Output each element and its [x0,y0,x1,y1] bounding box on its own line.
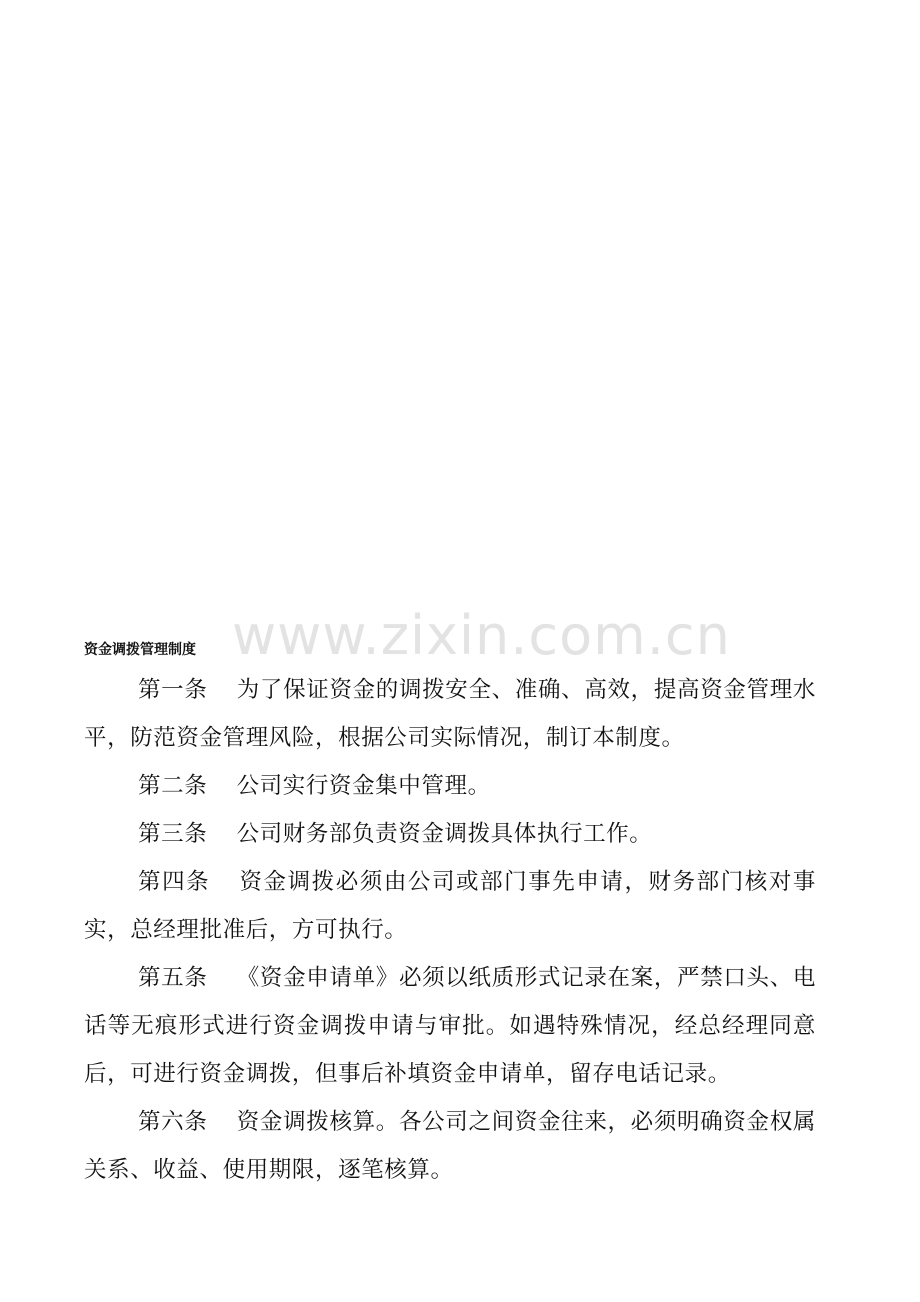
watermark: www.zixin.com.cn [232,604,731,667]
article-number: 第二条 [138,773,208,799]
article-number: 第五条 [138,965,208,991]
article-number: 第六条 [138,1109,208,1135]
article-6 [84,1098,816,1194]
article-1 [84,666,816,762]
article-text: 公司财务部负责资金调拨具体执行工作。 [236,821,653,847]
article-5 [84,954,816,1098]
article-3 [84,810,816,858]
article-2 [84,762,816,810]
article-number: 第一条 [138,677,208,703]
document-title: 资金调拨管理制度 [84,642,196,658]
article-text: 公司实行资金集中管理。 [236,773,491,799]
article-text: 资金调拨必须由公司或部门事先申请，财务部门核对事实，总经理批准后，方可执行。 [84,869,816,943]
article-text: 《资金申请单》必须以纸质形式记录在案，严禁口头、电话等无痕形式进行资金调拨申请与审批。如遇特殊情况，经总经理同意后，可进行资金调拨，但事后补填资金申请单，留存电话记录。 [84,965,816,1087]
article-text: 资金调拨核算。各公司之间资金往来，必须明确资金权属关系、收益、使用期限，逐笔核算。 [84,1109,816,1183]
article-list [84,666,816,1194]
article-number: 第四条 [138,869,211,895]
article-number: 第三条 [138,821,208,847]
article-text: 为了保证资金的调拨安全、准确、高效，提高资金管理水平，防范资金管理风险，根据公司实际情况，制订本制度。 [84,677,816,751]
article-4 [84,858,816,954]
